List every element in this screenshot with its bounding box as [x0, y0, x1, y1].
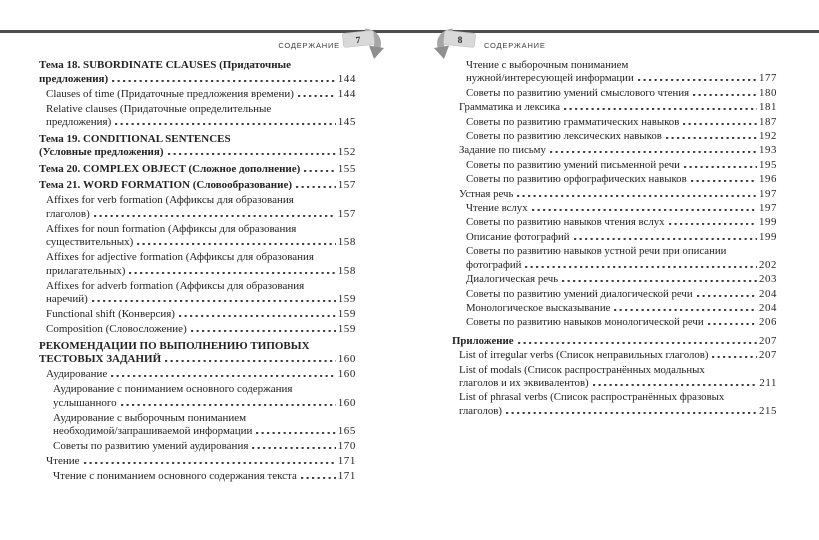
toc-page-number: 170 — [337, 440, 356, 452]
toc-entry — [46, 88, 356, 102]
toc-entry-row — [466, 87, 777, 100]
toc-page-number: 155 — [337, 162, 356, 175]
toc-entry-row — [466, 173, 777, 186]
toc-entry-text: List of modals (Список распространённых модальных — [459, 363, 705, 376]
toc-page-number: 157 — [337, 207, 356, 220]
toc-entry — [452, 335, 777, 348]
toc-page-number: 207 — [759, 334, 777, 347]
toc-entry-text: Советы по развитию лексических навыков — [466, 130, 662, 143]
toc-entry-text: Задание по письму — [459, 144, 546, 157]
toc-entry — [459, 349, 777, 362]
toc-entry-text: Аудирование — [46, 368, 108, 380]
toc-entry-row — [46, 308, 356, 322]
toc-entry — [53, 383, 356, 410]
toc-entry-row — [466, 72, 777, 85]
toc-entry-row — [46, 116, 356, 130]
dotted-leader — [298, 95, 336, 97]
dotted-leader — [191, 330, 336, 332]
toc-page-number: 202 — [759, 258, 777, 271]
toc-page-number: 160 — [337, 396, 356, 409]
toc-entry — [466, 231, 777, 244]
ribbon-arrowhead-icon — [434, 46, 449, 60]
toc-entry-row — [39, 353, 356, 367]
toc-entry-text: Relative clauses (Придаточные определительные — [46, 102, 272, 115]
toc-entry-row — [53, 440, 356, 454]
toc-page-number: 180 — [759, 86, 777, 99]
toc-page-number: 211 — [759, 376, 777, 389]
dotted-leader — [92, 300, 336, 302]
toc-entry — [39, 163, 356, 177]
toc-entry — [466, 288, 777, 301]
toc-page-number: 203 — [759, 273, 777, 286]
dotted-leader — [593, 384, 758, 386]
toc-entry — [466, 116, 777, 129]
toc-page-number: 177 — [759, 72, 777, 85]
toc-entry — [466, 216, 777, 229]
dotted-leader — [517, 195, 757, 197]
dotted-leader — [129, 272, 335, 274]
toc-page-number: 157 — [337, 179, 356, 191]
top-rule — [0, 30, 819, 33]
toc-entry-row — [459, 144, 777, 157]
toc-page-number: 158 — [337, 264, 356, 277]
toc-entry-text: Чтение с пониманием основного содержания текста — [53, 470, 297, 482]
toc-entry-row — [39, 146, 356, 160]
toc-entry-text: Советы по развитию умений смыслового чтения — [466, 86, 690, 99]
toc-page-number: 196 — [759, 173, 777, 186]
toc-entry-text: предложения) — [39, 72, 109, 85]
ribbon-arrowhead-icon — [369, 46, 384, 60]
dotted-leader — [168, 153, 336, 155]
toc-page-number: 193 — [759, 144, 777, 157]
toc-entry-row — [459, 349, 777, 362]
toc-entry — [459, 188, 777, 201]
dotted-leader — [708, 323, 757, 325]
toc-entry-text: Affixes for adjective formation (Аффиксы для образования — [46, 251, 314, 263]
toc-entry — [459, 101, 777, 114]
toc-entry-text: Советы по развитию навыков устной речи при описании — [466, 245, 727, 258]
toc-entry-text: Тема 19. CONDITIONAL SENTENCES — [39, 132, 231, 145]
toc-entry-text: Советы по развитию умений диалогической речи — [466, 287, 693, 300]
toc-entry — [39, 340, 356, 367]
toc-entry-row — [46, 88, 356, 102]
toc-page-number: 160 — [337, 368, 356, 380]
toc-page-number: 159 — [337, 323, 356, 335]
toc-entry-text: Советы по развитию умений письменной речи — [466, 158, 680, 171]
toc-entry-text: нужной/интересующей информации — [466, 72, 634, 85]
toc-entry — [466, 302, 777, 315]
dotted-leader — [179, 315, 336, 317]
toc-entry-text: глаголов) — [46, 207, 90, 220]
toc-entry-row — [466, 288, 777, 301]
dotted-leader — [697, 295, 757, 297]
dotted-leader — [165, 360, 336, 362]
toc-entry-row — [466, 316, 777, 329]
dotted-leader — [94, 215, 336, 217]
toc-entry-text: предложения) — [46, 116, 112, 128]
toc-entry-text: услышанного — [53, 396, 117, 409]
toc-entry-row — [466, 116, 777, 129]
toc-entry-text: Советы по развитию грамматических навыков — [466, 115, 680, 128]
toc-entry-row — [39, 163, 356, 177]
dotted-leader — [137, 243, 335, 245]
dotted-leader — [256, 432, 335, 434]
toc-page-number: 199 — [759, 230, 777, 243]
toc-entry-text: необходимой/запрашиваемой информации — [53, 425, 253, 437]
toc-entry — [466, 173, 777, 186]
toc-entry-text: Тема 21. WORD FORMATION (Словообразование) — [39, 179, 292, 191]
toc-entry — [46, 368, 356, 382]
toc-entry-row — [466, 273, 777, 286]
toc-entry-row — [459, 405, 777, 418]
dotted-leader — [121, 404, 336, 406]
page-number-right: 8 — [457, 36, 463, 46]
toc-entry — [39, 179, 356, 193]
toc-entry-text: глаголов) — [459, 404, 502, 417]
toc-entry-text: Диалогическая речь — [466, 273, 559, 286]
toc-entry-text: Чтение с выборочным пониманием — [466, 59, 629, 71]
toc-page-number: 197 — [759, 202, 777, 215]
toc-entry — [466, 87, 777, 100]
toc-entry-text: Clauses of time (Придаточные предложения времени) — [46, 87, 294, 100]
toc-entry — [459, 391, 777, 418]
toc-entry — [466, 159, 777, 172]
toc-entry-text: Монологическое высказывание — [466, 301, 611, 314]
toc-entry — [46, 194, 356, 221]
toc-entry-row — [46, 236, 356, 250]
toc-entry — [466, 273, 777, 286]
toc-page-number: 187 — [759, 115, 777, 128]
toc-entry — [466, 245, 777, 272]
toc-page-number: 160 — [337, 353, 356, 365]
toc-page-number: 181 — [759, 101, 777, 114]
toc-entry-text: фотографий — [466, 258, 522, 271]
toc-entry-row — [466, 231, 777, 244]
toc-entry-row — [466, 202, 777, 215]
toc-entry — [466, 316, 777, 329]
toc-entry-text: Тема 20. COMPLEX OBJECT (Сложное дополнение) — [39, 162, 301, 175]
toc-page-number: 158 — [337, 236, 356, 248]
dotted-leader — [691, 180, 757, 182]
toc-entry — [39, 133, 356, 160]
toc-page-number: 152 — [337, 146, 356, 158]
dotted-leader — [252, 447, 335, 449]
toc-entry — [53, 412, 356, 439]
toc-entry-text: ТЕСТОВЫХ ЗАДАНИЙ — [39, 353, 162, 365]
dotted-leader — [296, 186, 336, 188]
toc-entry-text: РЕКОМЕНДАЦИИ ПО ВЫПОЛНЕНИЮ ТИПОВЫХ — [39, 339, 310, 352]
dotted-leader — [84, 462, 336, 464]
dotted-leader — [638, 79, 757, 81]
toc-entry-text: Аудирование с выборочным пониманием — [53, 411, 247, 424]
toc-entry-text: существительных) — [46, 236, 134, 248]
toc-entry — [466, 59, 777, 86]
dotted-leader — [683, 123, 757, 125]
page-number-left: 7 — [355, 35, 362, 47]
dotted-leader — [518, 342, 757, 344]
toc-entry — [46, 323, 356, 337]
toc-column-right — [452, 59, 777, 419]
dotted-leader — [684, 166, 757, 168]
toc-entry-row — [46, 455, 356, 469]
toc-page-number: 199 — [759, 216, 777, 229]
toc-entry-row — [39, 73, 356, 87]
toc-entry-text: Устная речь — [459, 187, 514, 200]
dotted-leader — [669, 223, 757, 225]
dotted-leader — [562, 280, 757, 282]
toc-entry — [466, 202, 777, 215]
dotted-leader — [693, 94, 757, 96]
toc-entry — [46, 455, 356, 469]
toc-page-number: 144 — [337, 72, 356, 85]
toc-entry-row — [46, 368, 356, 382]
dotted-leader — [111, 375, 335, 377]
toc-entry-row — [466, 302, 777, 315]
toc-entry-text: Описание фотографий — [466, 230, 570, 243]
toc-entry-row — [466, 216, 777, 229]
dotted-leader — [506, 412, 757, 414]
toc-entry-text: Советы по развитию умений аудирования — [53, 440, 249, 452]
toc-page-number: 159 — [337, 308, 356, 320]
dotted-leader — [712, 356, 757, 358]
toc-page-number: 195 — [759, 158, 777, 171]
toc-entry — [459, 364, 777, 391]
toc-entry-text: глаголов и их эквивалентов) — [459, 376, 589, 389]
toc-entry-text: List of irregular verbs (Список неправильных глаголов) — [459, 349, 709, 362]
toc-column-left — [39, 59, 356, 485]
toc-entry — [53, 440, 356, 454]
toc-entry — [466, 130, 777, 143]
toc-entry-row — [466, 259, 777, 272]
toc-entry — [46, 280, 356, 307]
toc-page-number: 144 — [337, 87, 356, 100]
toc-page-number: 192 — [759, 130, 777, 143]
toc-entry-text: Советы по развитию навыков чтения вслух — [466, 216, 665, 229]
toc-entry-row — [466, 159, 777, 172]
dotted-leader — [525, 266, 757, 268]
toc-entry — [39, 59, 356, 86]
toc-entry-row — [39, 179, 356, 193]
toc-entry-text: наречий) — [46, 293, 88, 305]
toc-entry-text: Аудирование с пониманием основного содержания — [53, 383, 293, 395]
toc-entry — [53, 470, 356, 484]
toc-page-number: 159 — [337, 293, 356, 305]
dotted-leader — [532, 209, 757, 211]
dotted-leader — [574, 238, 757, 240]
toc-entry-row — [53, 425, 356, 439]
toc-entry-row — [46, 323, 356, 337]
toc-page-number: 197 — [759, 187, 777, 200]
toc-entry-text: List of phrasal verbs (Список распространённых фразовых — [459, 391, 725, 404]
toc-entry — [46, 308, 356, 322]
dotted-leader — [550, 151, 757, 153]
toc-page-number: 204 — [759, 287, 777, 300]
toc-entry — [46, 223, 356, 250]
toc-entry-row — [53, 397, 356, 411]
toc-entry-text: прилагательных) — [46, 264, 126, 277]
dotted-leader — [115, 123, 335, 125]
toc-entry-text: Советы по развитию орфографических навыков — [466, 173, 687, 186]
dotted-leader — [614, 309, 757, 311]
toc-entry-text: Тема 18. SUBORDINATE CLAUSES (Придаточные — [39, 59, 292, 71]
toc-entry-text: Affixes for noun formation (Аффиксы для образования — [46, 222, 297, 235]
toc-entry-row — [452, 335, 777, 348]
page-header-title-right: СОДЕРЖАНИЕ — [484, 41, 546, 50]
toc-page-number: 204 — [759, 301, 777, 314]
toc-entry-row — [466, 130, 777, 143]
dotted-leader — [666, 137, 757, 139]
toc-entry-row — [46, 293, 356, 307]
toc-entry-text: (Условные предложения) — [39, 146, 164, 158]
toc-page-number: 145 — [337, 116, 356, 128]
toc-entry-text: Чтение вслух — [466, 202, 528, 215]
toc-entry — [459, 144, 777, 157]
toc-entry-text: Composition (Словосложение) — [46, 323, 187, 335]
toc-entry — [46, 103, 356, 130]
toc-page-number: 165 — [337, 425, 356, 437]
toc-entry-text: Affixes for verb formation (Аффиксы для образования — [46, 194, 294, 206]
toc-entry-row — [459, 188, 777, 201]
toc-entry-row — [46, 208, 356, 222]
dotted-leader — [304, 170, 335, 172]
toc-page-number: 215 — [759, 404, 777, 417]
toc-page-number: 206 — [759, 316, 777, 329]
dotted-leader — [112, 80, 336, 82]
toc-entry-text: Functional shift (Конверсия) — [46, 308, 175, 320]
toc-entry-row — [53, 470, 356, 484]
page-header-title-left: СОДЕРЖАНИЕ — [278, 41, 340, 50]
toc-entry-text: Affixes for adverb formation (Аффиксы для образования — [46, 279, 305, 292]
toc-entry-row — [46, 265, 356, 279]
toc-entry-text: Советы по развитию навыков монологической речи — [466, 316, 704, 329]
toc-page-number: 207 — [759, 349, 777, 362]
toc-page-number: 171 — [337, 455, 356, 467]
toc-entry-row — [459, 377, 777, 390]
toc-entry-row — [459, 101, 777, 114]
toc-entry-text: Грамматика и лексика — [459, 101, 561, 114]
toc-entry-text: Приложение — [452, 334, 514, 347]
toc-entry — [46, 251, 356, 278]
toc-page-number: 171 — [337, 470, 356, 482]
dotted-leader — [301, 477, 336, 479]
dotted-leader — [564, 108, 757, 110]
toc-entry-text: Чтение — [46, 455, 80, 467]
